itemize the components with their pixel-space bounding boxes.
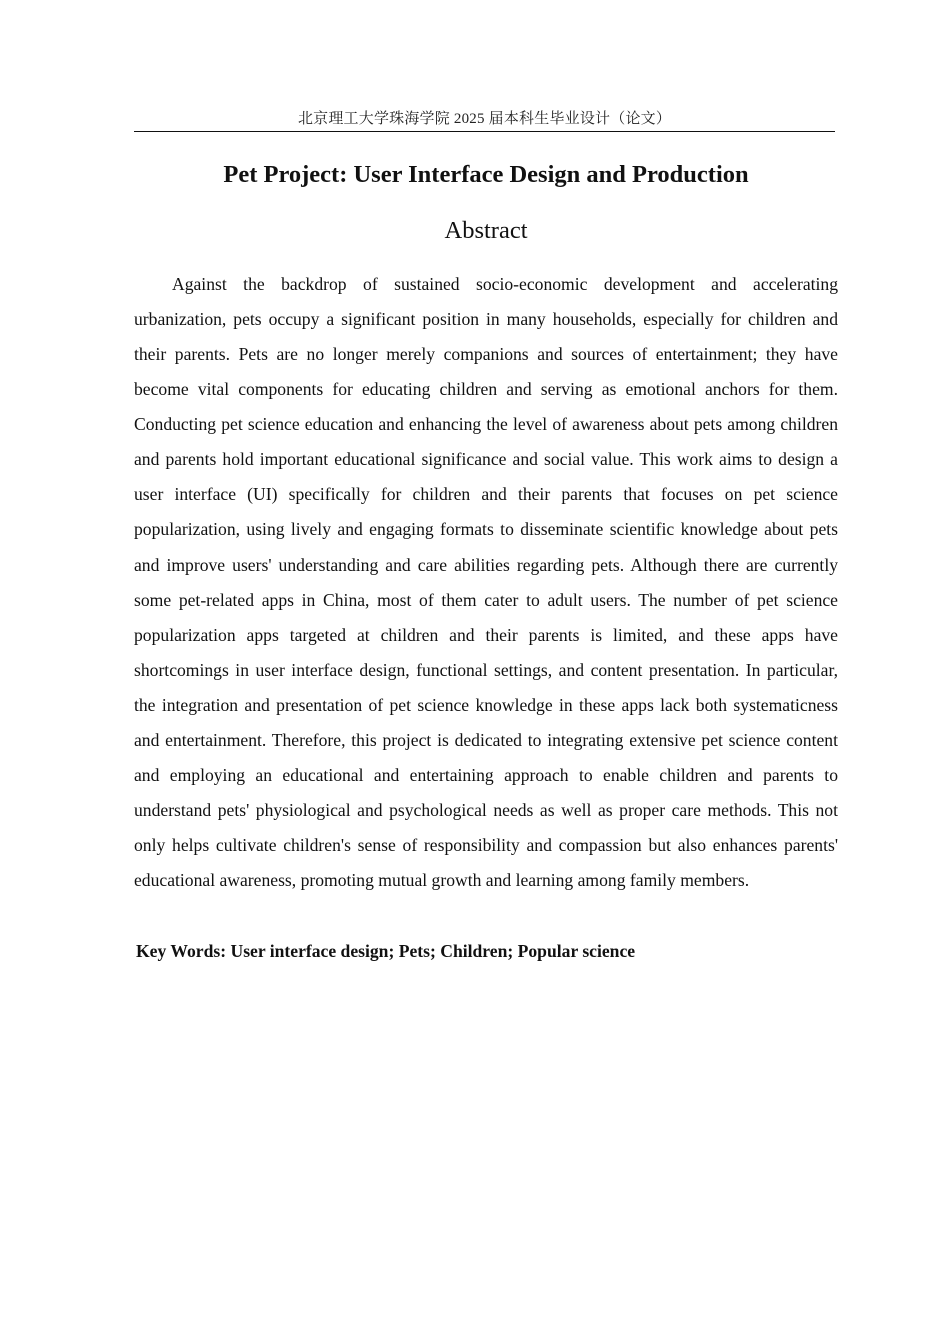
page-header: [134, 108, 835, 132]
keywords: Key Words: User interface design; Pets; Children; Popular science: [136, 941, 636, 961]
thesis-title: Pet Project: User Interface Design and Production: [223, 161, 749, 188]
abstract-body: Against the backdrop of sustained socio-economic development and accelerating urbanization, pets occupy a significant position in many households, especially for children and their parents. Pets are no longer merely companions and sources of entertainment; they have become vital components for educating children and serving as emotional anchors for them. Conducting pet science education and enhancing the level of awareness about pets among children and parents hold important educational significance and social value. This work aims to design a user interface (UI) specifically for children and their parents that focuses on pet science popularization, using lively and engaging formats to disseminate scientific knowledge about pets and improve users' understanding and care abilities regarding pets. Although there are currently some pet-related apps in China, most of them cater to adult users. The number of pet science popularization apps targeted at children and their parents is limited, and these apps have shortcomings in user interface design, functional settings, and content presentation. In particular, the integration and presentation of pet science knowledge in these apps lack both systematicness and entertainment. Therefore, this project is dedicated to integrating extensive pet science content and employing an educational and entertaining approach to enable children and parents to understand pets' physiological and psychological needs as well as proper care methods. This not only helps cultivate children's sense of responsibility and compassion but also enhances parents' educational awareness, promoting mutual growth and learning among family members.: [134, 274, 838, 891]
abstract-heading: Abstract: [444, 217, 528, 244]
page-header-text: 北京理工大学珠海学院 2025 届本科生毕业设计（论文）: [297, 111, 672, 127]
